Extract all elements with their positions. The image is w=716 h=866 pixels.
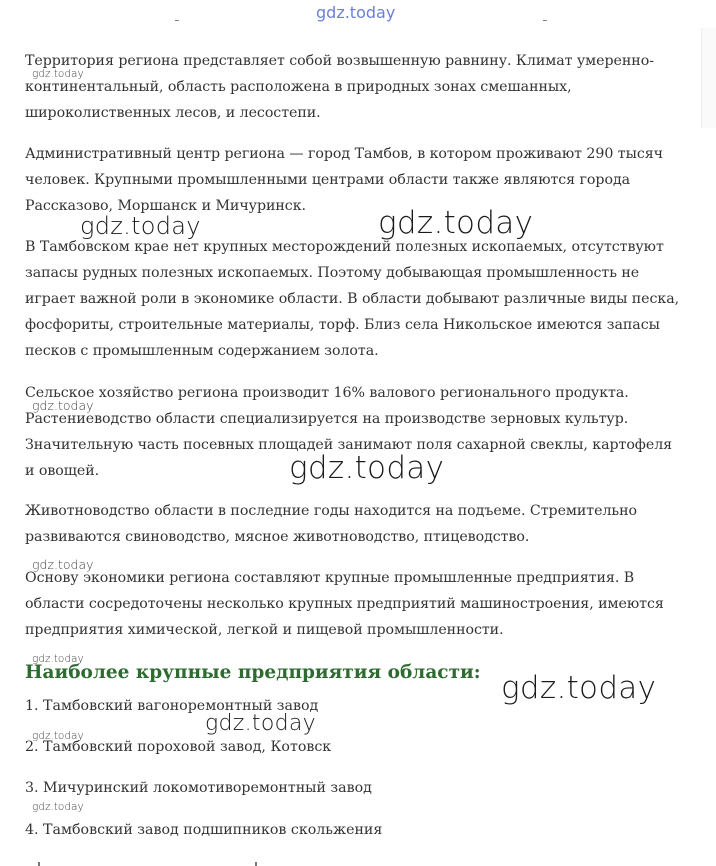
watermark: gdz.today xyxy=(32,653,84,665)
list-item: 4. Тамбовский завод подшипников скольжения xyxy=(25,822,383,838)
paragraph-admin-center: Административный центр региона — город Тамбов, в котором проживают 290 тысяч человек. Крупными промышленными центрами области также являются города Рассказово, Моршанск и Мичуринск. xyxy=(25,146,663,214)
bottom-mark xyxy=(255,862,257,866)
list-item: 1. Тамбовский вагоноремонтный завод xyxy=(25,698,319,714)
watermark: gdz.today xyxy=(378,205,534,241)
paragraph-minerals: В Тамбовском крае нет крупных месторождений полезных ископаемых, отсутствуют запасы рудных полезных ископаемых. Поэтому добывающая промышленность не играет важной роли в экономике области. В области добывают различные виды песка, фосфориты, строительные материалы, торф. Близ села Никольское имеются запасы песков с промышленным содержанием золота. xyxy=(25,239,680,359)
watermark-top: gdz.today xyxy=(316,3,396,22)
list-item: 2. Тамбовский пороховой завод, Котовск xyxy=(25,739,332,755)
paragraph-economy: Основу экономики региона составляют крупные промышленные предприятия. В области сосредоточены несколько крупных предприятий машиностроения, имеются предприятия химической, легкой и пищевой промышленности. xyxy=(25,570,664,638)
watermark: gdz.today xyxy=(32,68,84,80)
watermark: gdz.today xyxy=(32,801,84,813)
watermark: gdz.today xyxy=(205,711,316,736)
right-edge-panel xyxy=(701,28,716,128)
watermark: gdz.today xyxy=(32,730,84,742)
top-mark xyxy=(543,20,547,21)
top-mark xyxy=(175,20,179,21)
paragraph-agriculture: Сельское хозяйство региона производит 16% валового регионального продукта. Растениеводство области специализируется на производстве зерновых культур. Значительную часть посевных площадей занимают поля сахарной свеклы, картофеля и овощей. xyxy=(25,385,673,479)
watermark: gdz.today xyxy=(501,670,657,706)
watermark: gdz.today xyxy=(80,212,201,240)
paragraph-territory: Территория региона представляет собой возвышенную равнину. Климат умеренно-континентальный, область расположена в природных зонах смешанных, широколиственных лесов, и лесостепи. xyxy=(25,53,654,121)
watermark: gdz.today xyxy=(32,398,94,413)
watermark: gdz.today xyxy=(32,557,94,572)
paragraph-livestock: Животноводство области в последние годы находится на подъеме. Стремительно развиваются свиноводство, мясное животноводство, птицеводство. xyxy=(25,503,637,545)
section-heading: Наиболее крупные предприятия области: xyxy=(25,662,481,683)
bottom-mark xyxy=(38,862,40,866)
watermark: gdz.today xyxy=(289,450,445,486)
list-item: 3. Мичуринский локомотиворемонтный завод xyxy=(25,780,372,796)
